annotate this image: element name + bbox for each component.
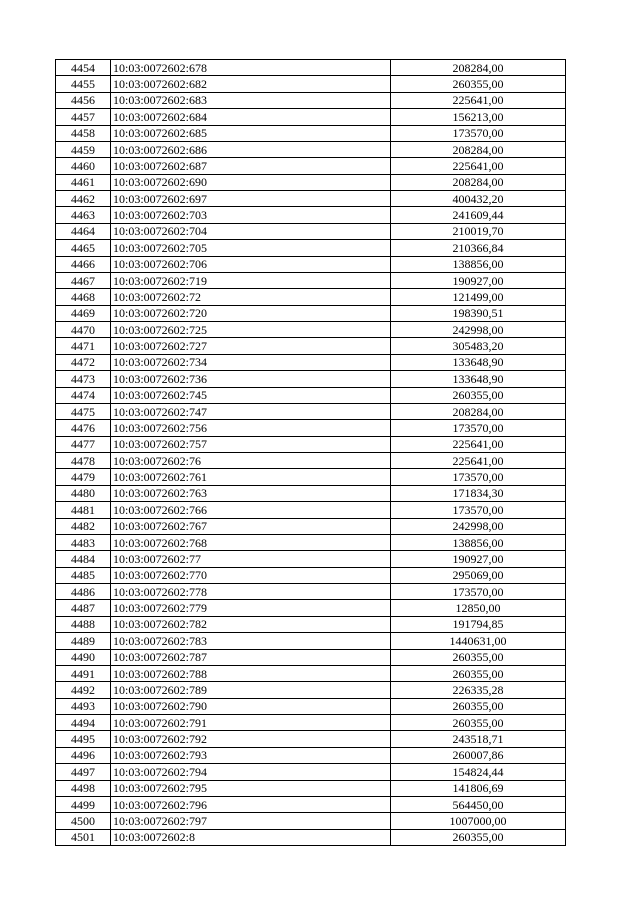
- row-number-cell: 4481: [56, 502, 111, 518]
- row-number-cell: 4466: [56, 256, 111, 272]
- cadastral-number-cell: 10:03:0072602:727: [111, 338, 391, 354]
- amount-cell: 133648,90: [391, 371, 566, 387]
- amount-cell: 225641,00: [391, 158, 566, 174]
- amount-cell: 208284,00: [391, 141, 566, 157]
- row-number-cell: 4459: [56, 141, 111, 157]
- row-number-cell: 4465: [56, 240, 111, 256]
- amount-cell: 138856,00: [391, 534, 566, 550]
- row-number-cell: 4495: [56, 731, 111, 747]
- amount-cell: 242998,00: [391, 322, 566, 338]
- table-row: [56, 764, 566, 780]
- cadastral-number-cell: 10:03:0072602:685: [111, 125, 391, 141]
- cadastral-number-cell: 10:03:0072602:788: [111, 665, 391, 681]
- table-row: [56, 796, 566, 812]
- cadastral-number-cell: 10:03:0072602:790: [111, 698, 391, 714]
- table-row: [56, 649, 566, 665]
- amount-cell: 400432,20: [391, 191, 566, 207]
- cadastral-number-cell: 10:03:0072602:797: [111, 813, 391, 829]
- cadastral-number-cell: 10:03:0072602:766: [111, 502, 391, 518]
- cadastral-number-cell: 10:03:0072602:782: [111, 616, 391, 632]
- cadastral-number-cell: 10:03:0072602:686: [111, 141, 391, 157]
- row-number-cell: 4456: [56, 92, 111, 108]
- table-row: [56, 403, 566, 419]
- amount-cell: 208284,00: [391, 403, 566, 419]
- amount-cell: 225641,00: [391, 453, 566, 469]
- amount-cell: 190927,00: [391, 551, 566, 567]
- table-row: [56, 616, 566, 632]
- cadastral-number-cell: 10:03:0072602:687: [111, 158, 391, 174]
- cadastral-number-cell: 10:03:0072602:761: [111, 469, 391, 485]
- amount-cell: 190927,00: [391, 272, 566, 288]
- table-row: [56, 567, 566, 583]
- row-number-cell: 4494: [56, 715, 111, 731]
- table-row: [56, 485, 566, 501]
- cadastral-number-cell: 10:03:0072602:745: [111, 387, 391, 403]
- table-row: [56, 584, 566, 600]
- row-number-cell: 4499: [56, 796, 111, 812]
- cadastral-number-cell: 10:03:0072602:796: [111, 796, 391, 812]
- amount-cell: 138856,00: [391, 256, 566, 272]
- row-number-cell: 4472: [56, 354, 111, 370]
- table-row: [56, 747, 566, 763]
- amount-cell: 295069,00: [391, 567, 566, 583]
- table-row: [56, 338, 566, 354]
- row-number-cell: 4498: [56, 780, 111, 796]
- row-number-cell: 4468: [56, 289, 111, 305]
- table-row: [56, 813, 566, 829]
- row-number-cell: 4470: [56, 322, 111, 338]
- cadastral-number-cell: 10:03:0072602:794: [111, 764, 391, 780]
- row-number-cell: 4473: [56, 371, 111, 387]
- cadastral-number-cell: 10:03:0072602:791: [111, 715, 391, 731]
- amount-cell: 198390,51: [391, 305, 566, 321]
- table-row: [56, 453, 566, 469]
- amount-cell: 171834,30: [391, 485, 566, 501]
- amount-cell: 241609,44: [391, 207, 566, 223]
- row-number-cell: 4493: [56, 698, 111, 714]
- amount-cell: 260355,00: [391, 698, 566, 714]
- row-number-cell: 4491: [56, 665, 111, 681]
- table-row: [56, 387, 566, 403]
- row-number-cell: 4490: [56, 649, 111, 665]
- table-row: [56, 731, 566, 747]
- row-number-cell: 4458: [56, 125, 111, 141]
- row-number-cell: 4460: [56, 158, 111, 174]
- table-row: [56, 76, 566, 92]
- row-number-cell: 4497: [56, 764, 111, 780]
- row-number-cell: 4477: [56, 436, 111, 452]
- table-row: [56, 518, 566, 534]
- amount-cell: 225641,00: [391, 436, 566, 452]
- cadastral-number-cell: 10:03:0072602:683: [111, 92, 391, 108]
- table-row: [56, 551, 566, 567]
- cadastral-number-cell: 10:03:0072602:706: [111, 256, 391, 272]
- cadastral-number-cell: 10:03:0072602:76: [111, 453, 391, 469]
- amount-cell: 141806,69: [391, 780, 566, 796]
- amount-cell: 564450,00: [391, 796, 566, 812]
- table-body: [56, 60, 566, 846]
- table-row: [56, 191, 566, 207]
- table-row: [56, 109, 566, 125]
- row-number-cell: 4485: [56, 567, 111, 583]
- cadastral-number-cell: 10:03:0072602:697: [111, 191, 391, 207]
- amount-cell: 1007000,00: [391, 813, 566, 829]
- amount-cell: 156213,00: [391, 109, 566, 125]
- table-row: [56, 436, 566, 452]
- cadastral-number-cell: 10:03:0072602:767: [111, 518, 391, 534]
- amount-cell: 260007,86: [391, 747, 566, 763]
- cadastral-number-cell: 10:03:0072602:736: [111, 371, 391, 387]
- cadastral-number-cell: 10:03:0072602:719: [111, 272, 391, 288]
- amount-cell: 173570,00: [391, 502, 566, 518]
- cadastral-number-cell: 10:03:0072602:725: [111, 322, 391, 338]
- row-number-cell: 4482: [56, 518, 111, 534]
- table-row: [56, 665, 566, 681]
- amount-cell: 173570,00: [391, 469, 566, 485]
- row-number-cell: 4454: [56, 60, 111, 76]
- cadastral-number-cell: 10:03:0072602:789: [111, 682, 391, 698]
- cadastral-number-cell: 10:03:0072602:684: [111, 109, 391, 125]
- cadastral-number-cell: 10:03:0072602:77: [111, 551, 391, 567]
- row-number-cell: 4480: [56, 485, 111, 501]
- amount-cell: 260355,00: [391, 665, 566, 681]
- table-row: [56, 223, 566, 239]
- cadastral-number-cell: 10:03:0072602:757: [111, 436, 391, 452]
- table-row: [56, 534, 566, 550]
- amount-cell: 260355,00: [391, 387, 566, 403]
- table-row: [56, 682, 566, 698]
- table-row: [56, 240, 566, 256]
- table-row: [56, 125, 566, 141]
- cadastral-number-cell: 10:03:0072602:678: [111, 60, 391, 76]
- cadastral-number-cell: 10:03:0072602:734: [111, 354, 391, 370]
- amount-cell: 121499,00: [391, 289, 566, 305]
- row-number-cell: 4474: [56, 387, 111, 403]
- table-row: [56, 272, 566, 288]
- amount-cell: 226335,28: [391, 682, 566, 698]
- table-row: [56, 698, 566, 714]
- row-number-cell: 4467: [56, 272, 111, 288]
- row-number-cell: 4476: [56, 420, 111, 436]
- cadastral-number-cell: 10:03:0072602:787: [111, 649, 391, 665]
- table-row: [56, 371, 566, 387]
- amount-cell: 154824,44: [391, 764, 566, 780]
- row-number-cell: 4501: [56, 829, 111, 845]
- table-row: [56, 502, 566, 518]
- table-row: [56, 174, 566, 190]
- row-number-cell: 4489: [56, 633, 111, 649]
- cadastral-number-cell: 10:03:0072602:682: [111, 76, 391, 92]
- cadastral-number-cell: 10:03:0072602:72: [111, 289, 391, 305]
- data-table: [55, 59, 566, 846]
- row-number-cell: 4463: [56, 207, 111, 223]
- row-number-cell: 4457: [56, 109, 111, 125]
- table-row: [56, 60, 566, 76]
- table-row: [56, 207, 566, 223]
- cadastral-number-cell: 10:03:0072602:705: [111, 240, 391, 256]
- cadastral-number-cell: 10:03:0072602:768: [111, 534, 391, 550]
- cadastral-number-cell: 10:03:0072602:763: [111, 485, 391, 501]
- cadastral-number-cell: 10:03:0072602:747: [111, 403, 391, 419]
- row-number-cell: 4483: [56, 534, 111, 550]
- amount-cell: 173570,00: [391, 125, 566, 141]
- table-row: [56, 158, 566, 174]
- amount-cell: 12850,00: [391, 600, 566, 616]
- cadastral-number-cell: 10:03:0072602:690: [111, 174, 391, 190]
- amount-cell: 225641,00: [391, 92, 566, 108]
- row-number-cell: 4479: [56, 469, 111, 485]
- amount-cell: 260355,00: [391, 829, 566, 845]
- amount-cell: 260355,00: [391, 649, 566, 665]
- cadastral-number-cell: 10:03:0072602:795: [111, 780, 391, 796]
- table-row: [56, 420, 566, 436]
- table-row: [56, 633, 566, 649]
- row-number-cell: 4488: [56, 616, 111, 632]
- amount-cell: 210366,84: [391, 240, 566, 256]
- row-number-cell: 4492: [56, 682, 111, 698]
- table-row: [56, 715, 566, 731]
- amount-cell: 1440631,00: [391, 633, 566, 649]
- cadastral-number-cell: 10:03:0072602:779: [111, 600, 391, 616]
- cadastral-number-cell: 10:03:0072602:783: [111, 633, 391, 649]
- row-number-cell: 4484: [56, 551, 111, 567]
- cadastral-number-cell: 10:03:0072602:756: [111, 420, 391, 436]
- amount-cell: 260355,00: [391, 715, 566, 731]
- row-number-cell: 4496: [56, 747, 111, 763]
- row-number-cell: 4500: [56, 813, 111, 829]
- cadastral-number-cell: 10:03:0072602:792: [111, 731, 391, 747]
- amount-cell: 242998,00: [391, 518, 566, 534]
- cadastral-number-cell: 10:03:0072602:704: [111, 223, 391, 239]
- cadastral-number-cell: 10:03:0072602:793: [111, 747, 391, 763]
- amount-cell: 208284,00: [391, 60, 566, 76]
- table-row: [56, 289, 566, 305]
- table-row: [56, 305, 566, 321]
- table-row: [56, 141, 566, 157]
- table-row: [56, 256, 566, 272]
- row-number-cell: 4455: [56, 76, 111, 92]
- cadastral-number-cell: 10:03:0072602:770: [111, 567, 391, 583]
- table-row: [56, 469, 566, 485]
- table-row: [56, 780, 566, 796]
- table-row: [56, 354, 566, 370]
- cadastral-number-cell: 10:03:0072602:778: [111, 584, 391, 600]
- cadastral-number-cell: 10:03:0072602:703: [111, 207, 391, 223]
- row-number-cell: 4461: [56, 174, 111, 190]
- amount-cell: 173570,00: [391, 420, 566, 436]
- row-number-cell: 4471: [56, 338, 111, 354]
- amount-cell: 133648,90: [391, 354, 566, 370]
- amount-cell: 305483,20: [391, 338, 566, 354]
- cadastral-number-cell: 10:03:0072602:720: [111, 305, 391, 321]
- cadastral-number-cell: 10:03:0072602:8: [111, 829, 391, 845]
- amount-cell: 208284,00: [391, 174, 566, 190]
- row-number-cell: 4486: [56, 584, 111, 600]
- amount-cell: 260355,00: [391, 76, 566, 92]
- row-number-cell: 4464: [56, 223, 111, 239]
- table-row: [56, 600, 566, 616]
- row-number-cell: 4475: [56, 403, 111, 419]
- row-number-cell: 4478: [56, 453, 111, 469]
- table-row: [56, 322, 566, 338]
- amount-cell: 173570,00: [391, 584, 566, 600]
- row-number-cell: 4487: [56, 600, 111, 616]
- row-number-cell: 4462: [56, 191, 111, 207]
- table-row: [56, 829, 566, 845]
- amount-cell: 243518,71: [391, 731, 566, 747]
- table-row: [56, 92, 566, 108]
- amount-cell: 191794,85: [391, 616, 566, 632]
- amount-cell: 210019,70: [391, 223, 566, 239]
- row-number-cell: 4469: [56, 305, 111, 321]
